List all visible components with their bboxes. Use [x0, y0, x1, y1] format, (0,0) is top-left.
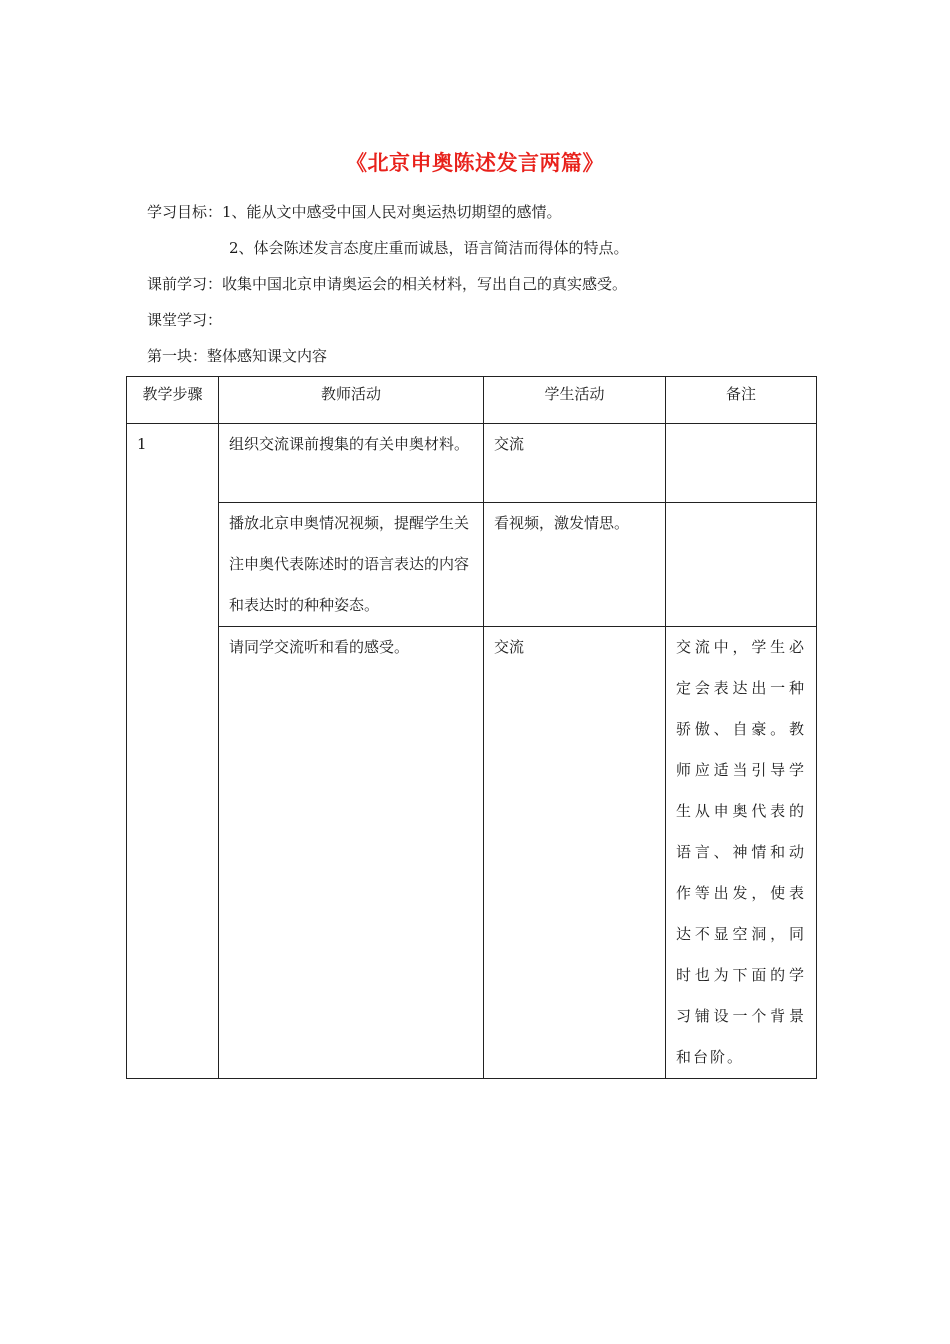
teacher-cell — [219, 503, 484, 627]
page-title: 《北京申奥陈述发言两篇》 — [346, 151, 604, 175]
note-cell — [666, 627, 817, 1079]
table-row — [127, 424, 817, 503]
table-row — [127, 503, 817, 627]
teacher-activity: 播放北京申奥情况视频，提醒学生关注申奥代表陈述时的语言表达的内容和表达时的种种姿态。 — [229, 514, 470, 614]
section-heading: 第一块：整体感知课文内容 — [147, 347, 328, 365]
note-cell — [666, 424, 817, 503]
student-activity: 交流 — [494, 435, 525, 453]
header-note: 备注 — [666, 377, 817, 424]
class-study-line: 课堂学习： — [147, 311, 223, 329]
objective-item-1: 1、能从文中感受中国人民对奥运热切期望的感情。 — [222, 203, 562, 221]
teacher-cell — [219, 627, 484, 1079]
teacher-activity: 请同学交流听和看的感受。 — [229, 638, 410, 656]
step-number: 1 — [137, 435, 147, 453]
table-header-row — [127, 377, 817, 424]
note-text — [666, 497, 816, 503]
student-activity: 交流 — [494, 638, 525, 656]
header-student: 学生活动 — [484, 377, 666, 424]
student-cell — [484, 424, 666, 503]
teacher-activity: 组织交流课前搜集的有关申奥材料。 — [229, 435, 470, 453]
student-cell — [484, 503, 666, 627]
table-row — [127, 627, 817, 1079]
objective-item-2: 2、体会陈述发言态度庄重而诚恳，语言简洁而得体的特点。 — [229, 239, 629, 257]
student-cell — [484, 627, 666, 1079]
lesson-table — [126, 376, 817, 1079]
header-teacher: 教师活动 — [219, 377, 484, 424]
note-text: 交流中，学生必定会表达出一种骄傲、自豪。教师应适当引导学生从申奥代表的语言、神情和动作等出发，使表达不显空洞，同时也为下面的学习铺设一个背景和台阶。 — [676, 638, 806, 1066]
note-text — [666, 418, 816, 424]
objectives-line-1 — [147, 202, 562, 222]
header-step: 教学步骤 — [127, 377, 219, 424]
student-activity: 看视频，激发情思。 — [494, 514, 630, 532]
objectives-label: 学习目标： — [147, 203, 223, 221]
step-cell — [127, 424, 219, 1079]
note-cell — [666, 503, 817, 627]
teacher-cell — [219, 424, 484, 503]
pre-study-line: 课前学习：收集中国北京申请奥运会的相关材料，写出自己的真实感受。 — [147, 275, 628, 293]
